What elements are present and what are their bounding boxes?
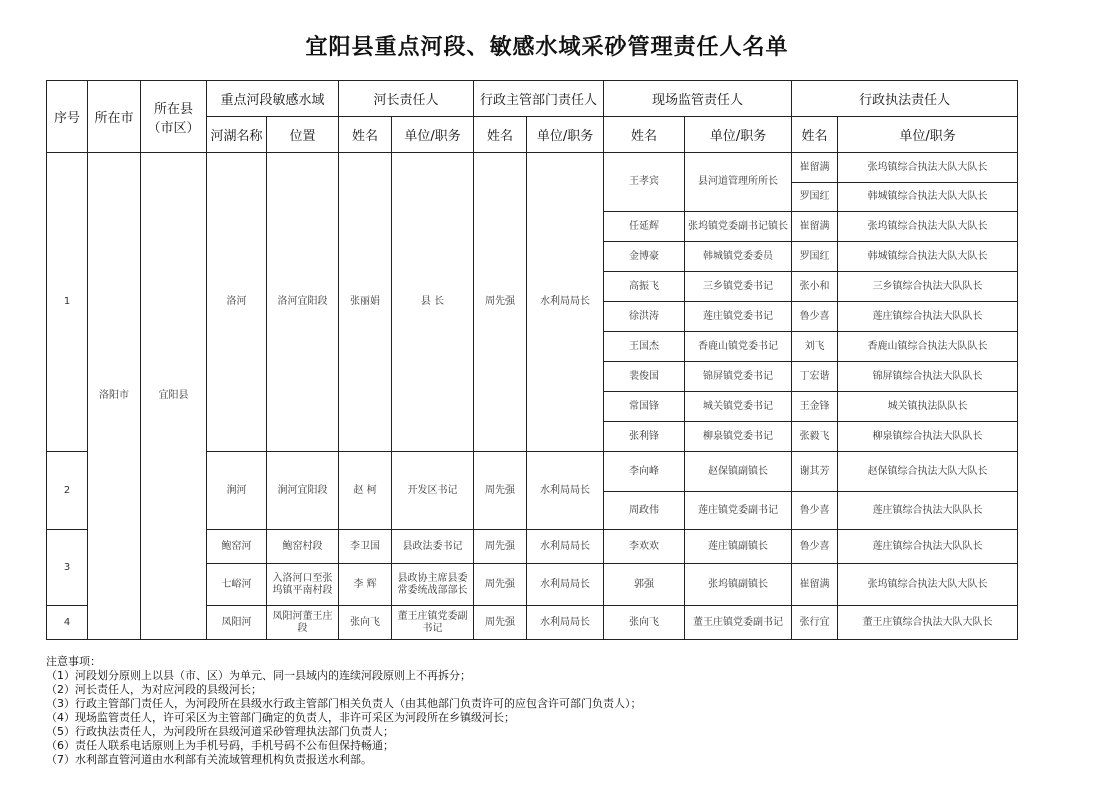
river-cell: 凤阳河 [207, 606, 267, 640]
admin-name-cell: 周先强 [474, 153, 527, 452]
sup-name-cell: 李欢欢 [604, 530, 685, 564]
admin-unit-cell: 水利局局长 [527, 606, 604, 640]
enf-name-cell: 张行宜 [792, 606, 838, 640]
chief-name-cell: 张向飞 [339, 606, 392, 640]
admin-name-cell: 周先强 [474, 606, 527, 640]
header-admin-name: 姓名 [474, 117, 527, 153]
sup-name-cell: 王孝宾 [604, 153, 685, 212]
header-admin-unit: 单位/职务 [527, 117, 604, 153]
river-cell: 七峪河 [207, 564, 267, 606]
enf-unit-cell: 三乡镇综合执法大队队长 [838, 272, 1018, 302]
enf-unit-cell: 张坞镇综合执法大队大队长 [838, 153, 1018, 183]
header-county: 所在县（市区） [141, 81, 207, 153]
river-cell: 鲍窑河 [207, 530, 267, 564]
enf-name-cell: 鲁少喜 [792, 302, 838, 332]
note-item: （6）责任人联系电话原则上为手机号码，手机号码不公布但保持畅通； [46, 739, 394, 752]
chief-name-cell: 李 辉 [339, 564, 392, 606]
sup-name-cell: 张利锋 [604, 422, 685, 452]
enf-unit-cell: 赵保镇综合执法大队大队长 [838, 452, 1018, 492]
sup-unit-cell: 张坞镇副镇长 [685, 564, 792, 606]
admin-unit-cell: 水利局局长 [527, 564, 604, 606]
location-cell: 洛河宜阳段 [267, 153, 339, 452]
seq-cell: 2 [47, 452, 88, 530]
seq-cell: 1 [47, 153, 88, 452]
header-enforce-group: 行政执法责任人 [792, 81, 1018, 117]
sup-unit-cell: 莲庄镇党委书记 [685, 302, 792, 332]
location-cell: 入洛河口至张坞镇平南村段 [267, 564, 339, 606]
chief-name-cell: 李卫国 [339, 530, 392, 564]
sup-unit-cell: 韩城镇党委委员 [685, 242, 792, 272]
enf-name-cell: 鲁少喜 [792, 530, 838, 564]
admin-name-cell: 周先强 [474, 452, 527, 530]
sup-unit-cell: 张坞镇党委副书记镇长 [685, 212, 792, 242]
enf-unit-cell: 董王庄镇综合执法大队大队长 [838, 606, 1018, 640]
enf-name-cell: 罗国红 [792, 242, 838, 272]
enf-unit-cell: 莲庄镇综合执法大队队长 [838, 302, 1018, 332]
sup-unit-cell: 董王庄镇党委副书记 [685, 606, 792, 640]
sup-name-cell: 金博豪 [604, 242, 685, 272]
enf-name-cell: 张毅飞 [792, 422, 838, 452]
sup-name-cell: 裴俊国 [604, 362, 685, 392]
note-item: （2）河长责任人，为对应河段的县级河长； [46, 683, 262, 696]
enf-unit-cell: 张坞镇综合执法大队大队长 [838, 212, 1018, 242]
enf-name-cell: 谢其芳 [792, 452, 838, 492]
chief-unit-cell: 县 长 [392, 153, 474, 452]
location-cell: 鲍窑村段 [267, 530, 339, 564]
sup-unit-cell: 县河道管理所所长 [685, 153, 792, 212]
sup-name-cell: 李向峰 [604, 452, 685, 492]
county-cell: 宜阳县 [141, 153, 207, 640]
sup-unit-cell: 香鹿山镇党委书记 [685, 332, 792, 362]
header-chief-group: 河长责任人 [339, 81, 474, 117]
enf-unit-cell: 柳泉镇综合执法大队队长 [838, 422, 1018, 452]
header-enf-unit: 单位/职务 [838, 117, 1018, 153]
admin-unit-cell: 水利局局长 [527, 153, 604, 452]
sup-name-cell: 高振飞 [604, 272, 685, 302]
header-chief-unit: 单位/职务 [392, 117, 474, 153]
chief-unit-cell: 县政法委书记 [392, 530, 474, 564]
admin-name-cell: 周先强 [474, 564, 527, 606]
sup-unit-cell: 莲庄镇党委副书记 [685, 492, 792, 530]
header-row-1 [47, 81, 1018, 117]
enf-unit-cell: 韩城镇综合执法大队大队长 [838, 242, 1018, 272]
river-cell: 涧河 [207, 452, 267, 530]
sup-unit-cell: 柳泉镇党委书记 [685, 422, 792, 452]
note-item: （4）现场监管责任人，许可采区为主管部门确定的负责人，非许可采区为河段所在乡镇级河长； [46, 711, 515, 724]
notes [46, 655, 642, 767]
header-river-group: 重点河段敏感水域 [207, 81, 339, 117]
header-supervisor-group: 现场监管责任人 [604, 81, 792, 117]
header-city: 所在市 [88, 81, 141, 153]
header-enf-name: 姓名 [792, 117, 838, 153]
admin-unit-cell: 水利局局长 [527, 530, 604, 564]
enf-name-cell: 崔留满 [792, 564, 838, 606]
header-sup-unit: 单位/职务 [685, 117, 792, 153]
chief-unit-cell: 县政协主席县委常委统战部部长 [392, 564, 474, 606]
sup-name-cell: 常国锋 [604, 392, 685, 422]
note-item: （5）行政执法责任人，为河段所在县级河道采砂管理执法部门负责人； [46, 725, 394, 738]
header-sup-name: 姓名 [604, 117, 685, 153]
admin-name-cell: 周先强 [474, 530, 527, 564]
table-row [47, 153, 1018, 183]
sup-name-cell: 徐洪涛 [604, 302, 685, 332]
page-title: 宜阳县重点河段、敏感水域采砂管理责任人名单 [305, 35, 789, 60]
enf-name-cell: 崔留满 [792, 212, 838, 242]
city-cell: 洛阳市 [88, 153, 141, 640]
seq-cell: 3 [47, 530, 88, 606]
sup-name-cell: 王国杰 [604, 332, 685, 362]
responsibility-table [46, 80, 1018, 640]
sup-unit-cell: 城关镇党委书记 [685, 392, 792, 422]
enf-unit-cell: 城关镇执法队队长 [838, 392, 1018, 422]
sup-name-cell: 郭强 [604, 564, 685, 606]
note-item: （7）水利部直管河道由水利部有关流域管理机构负责报送水利部。 [46, 753, 372, 766]
enf-unit-cell: 莲庄镇综合执法大队队长 [838, 492, 1018, 530]
sup-unit-cell: 三乡镇党委书记 [685, 272, 792, 302]
sup-unit-cell: 莲庄镇副镇长 [685, 530, 792, 564]
enf-name-cell: 崔留满 [792, 153, 838, 183]
notes-heading: 注意事项： [46, 655, 101, 668]
enf-unit-cell: 香鹿山镇综合执法大队队长 [838, 332, 1018, 362]
enf-name-cell: 罗国红 [792, 183, 838, 212]
header-admin-group: 行政主管部门责任人 [474, 81, 604, 117]
location-cell: 涧河宜阳段 [267, 452, 339, 530]
sup-unit-cell: 锦屏镇党委书记 [685, 362, 792, 392]
sup-name-cell: 周政伟 [604, 492, 685, 530]
chief-unit-cell: 开发区书记 [392, 452, 474, 530]
header-seq: 序号 [47, 81, 88, 153]
enf-name-cell: 丁宏谐 [792, 362, 838, 392]
note-item: （1）河段划分原则上以县（市、区）为单元、同一县域内的连续河段原则上不再拆分； [46, 669, 471, 682]
enf-name-cell: 鲁少喜 [792, 492, 838, 530]
enf-name-cell: 张小和 [792, 272, 838, 302]
chief-name-cell: 张丽娟 [339, 153, 392, 452]
sup-name-cell: 张向飞 [604, 606, 685, 640]
enf-name-cell: 王金锋 [792, 392, 838, 422]
header-chief-name: 姓名 [339, 117, 392, 153]
enf-unit-cell: 韩城镇综合执法大队大队长 [838, 183, 1018, 212]
chief-name-cell: 赵 柯 [339, 452, 392, 530]
chief-unit-cell: 董王庄镇党委副书记 [392, 606, 474, 640]
enf-unit-cell: 锦屏镇综合执法大队队长 [838, 362, 1018, 392]
admin-unit-cell: 水利局局长 [527, 452, 604, 530]
seq-cell: 4 [47, 606, 88, 640]
enf-unit-cell: 张坞镇综合执法大队大队长 [838, 564, 1018, 606]
sup-name-cell: 任延辉 [604, 212, 685, 242]
header-river-name: 河湖名称 [207, 117, 267, 153]
enf-unit-cell: 莲庄镇综合执法大队队长 [838, 530, 1018, 564]
river-cell: 洛河 [207, 153, 267, 452]
location-cell: 凤阳河董王庄段 [267, 606, 339, 640]
header-location: 位置 [267, 117, 339, 153]
note-item: （3）行政主管部门责任人，为河段所在县级水行政主管部门相关负责人（由其他部门负责许可的应包含许可部门负责人）； [46, 697, 642, 710]
enf-name-cell: 刘飞 [792, 332, 838, 362]
sup-unit-cell: 赵保镇副镇长 [685, 452, 792, 492]
